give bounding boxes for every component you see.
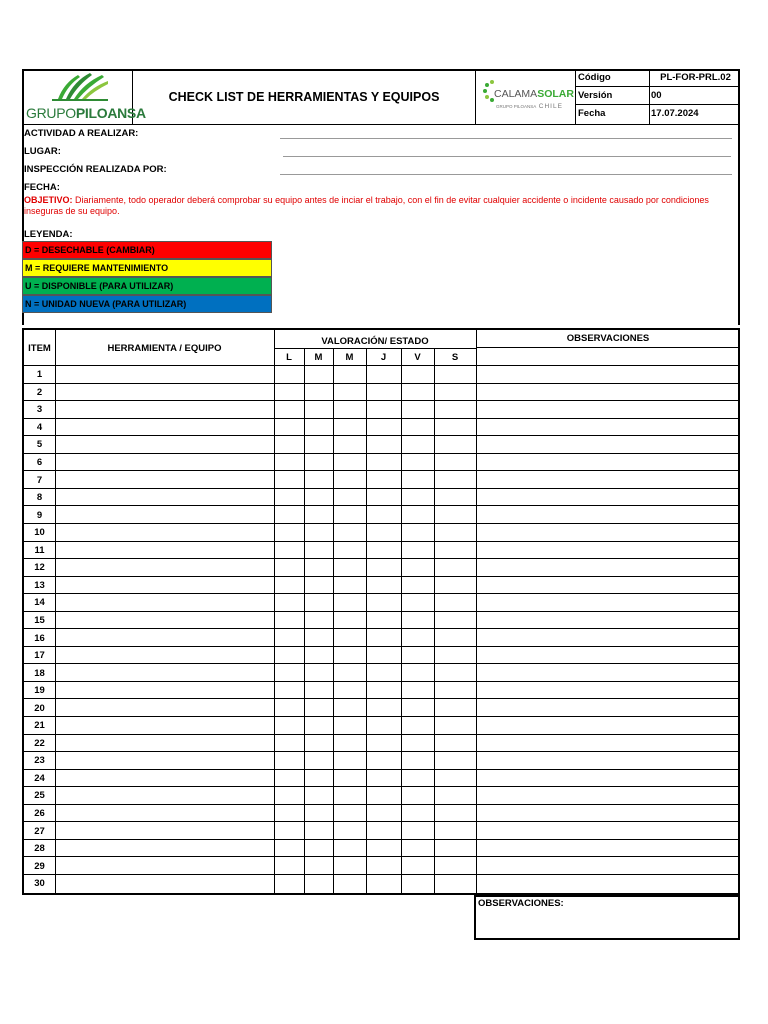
table-row[interactable] [55,822,740,839]
table-row[interactable] [55,577,740,594]
table-row[interactable] [55,857,740,874]
table-row[interactable] [55,454,740,471]
table-row-number: 27 [34,825,45,837]
table-row-number: 6 [36,457,43,469]
table-row-number: 11 [34,544,45,556]
inspeccion-field[interactable] [280,174,732,175]
calama-tagline: GRUPO PILOANSA CHILE [496,103,563,110]
table-row[interactable] [55,419,740,436]
table-row[interactable] [55,682,740,699]
grupo-piloansa-logo [22,69,146,125]
legend-mantenimiento: M = REQUIERE MANTENIMIENTO [22,259,272,277]
valoracion-divider [274,348,476,349]
table-row-number: 21 [34,720,45,732]
meta-row-codigo: Código PL-FOR-PRL.02 [576,69,740,87]
table-row-number: 24 [34,772,45,784]
table-row[interactable] [55,542,740,559]
day-header-4: V [414,352,421,363]
legend-desechable: D = DESECHABLE (CAMBIAR) [22,241,272,259]
day-header-5: S [451,352,459,363]
inspeccion-label: INSPECCIÓN REALIZADA POR: [24,164,167,175]
meta-row-version: Versión 00 [576,87,740,105]
day-header-3: J [380,352,387,363]
legend-nueva: N = UNIDAD NUEVA (PARA UTILIZAR) [22,295,272,313]
table-row[interactable] [55,559,740,576]
table-row-number: 3 [36,404,43,416]
table-row-number: 19 [34,685,45,697]
table-row-number: 17 [34,650,45,662]
table-row[interactable] [55,524,740,541]
legend-disponible: U = DISPONIBLE (PARA UTILIZAR) [22,277,272,295]
table-row-number: 26 [34,808,45,820]
table-row-number: 30 [34,878,45,890]
item-header: ITEM [28,342,51,354]
piloansa-wordmark: GRUPOPILOANSA [26,105,146,121]
table-row-number: 9 [36,509,43,521]
table-row[interactable] [55,489,740,506]
table-row[interactable] [55,805,740,822]
table-row[interactable] [55,840,740,857]
calama-solar-logo [476,69,576,125]
table-row-number: 16 [34,632,45,644]
table-row[interactable] [55,717,740,734]
table-row-number: 15 [34,614,45,626]
day-header-0: L [286,352,292,363]
table-row[interactable] [55,787,740,804]
table-row-number: 23 [34,755,45,767]
tool-header: HERRAMIENTA / EQUIPO [107,342,222,354]
table-row-number: 25 [34,790,45,802]
table-row[interactable] [55,401,740,418]
checklist-table [22,328,740,895]
actividad-field[interactable] [280,138,732,139]
table-row[interactable] [55,664,740,681]
table-row[interactable] [55,612,740,629]
table-row-number: 29 [34,860,45,872]
table-row[interactable] [55,384,740,401]
actividad-label: ACTIVIDAD A REALIZAR: [24,128,139,139]
lugar-label: LUGAR: [24,146,61,157]
observaciones-divider [476,347,740,348]
observaciones-footer-label: OBSERVACIONES: [478,898,564,909]
table-row-number: 5 [36,439,43,451]
leyenda-label: LEYENDA: [24,229,73,240]
table-row-number: 20 [34,702,45,714]
table-row[interactable] [55,471,740,488]
table-row[interactable] [55,770,740,787]
meta-row-fecha: Fecha 17.07.2024 [578,108,699,119]
table-row-number: 22 [34,737,45,749]
document-title: CHECK LIST DE HERRAMIENTAS Y EQUIPOS [133,69,476,125]
table-row-number: 12 [34,562,45,574]
table-row[interactable] [55,506,740,523]
table-row[interactable] [55,594,740,611]
piloansa-leaf-icon [50,71,110,103]
table-row-number: 4 [36,421,43,433]
table-row-number: 18 [34,667,45,679]
table-row-number: 1 [36,369,43,381]
table-row[interactable] [55,436,740,453]
table-row[interactable] [55,735,740,752]
calama-solar-wordmark: CALAMASOLAR [494,88,574,100]
table-row-number: 13 [34,579,45,591]
table-row-number: 2 [36,386,43,398]
table-row-number: 8 [36,492,43,504]
day-header-2: M [345,352,354,363]
table-row[interactable] [55,699,740,716]
table-row[interactable] [55,629,740,646]
observaciones-box[interactable] [474,895,740,940]
objective-text: OBJETIVO: Diariamente, todo operador deberá comprobar su equipo antes de inciar el trabajo, con el fin de evitar cualquier accidente o incidente causado por condiciones inseguras de su equipo. [24,195,709,216]
fecha-label: FECHA: [24,182,60,193]
day-header-1: M [314,352,323,363]
table-row-number: 7 [36,474,43,486]
table-row[interactable] [55,366,740,383]
observaciones-header: OBSERVACIONES [566,333,650,344]
table-row[interactable] [55,752,740,769]
table-row[interactable] [55,875,740,892]
document-meta [576,69,740,125]
table-row[interactable] [55,647,740,664]
table-row-number: 28 [34,843,45,855]
table-row-number: 14 [34,597,45,609]
lugar-field[interactable] [283,156,731,157]
table-row-number: 10 [34,527,45,539]
valoracion-header: VALORACIÓN/ ESTADO [321,335,429,347]
